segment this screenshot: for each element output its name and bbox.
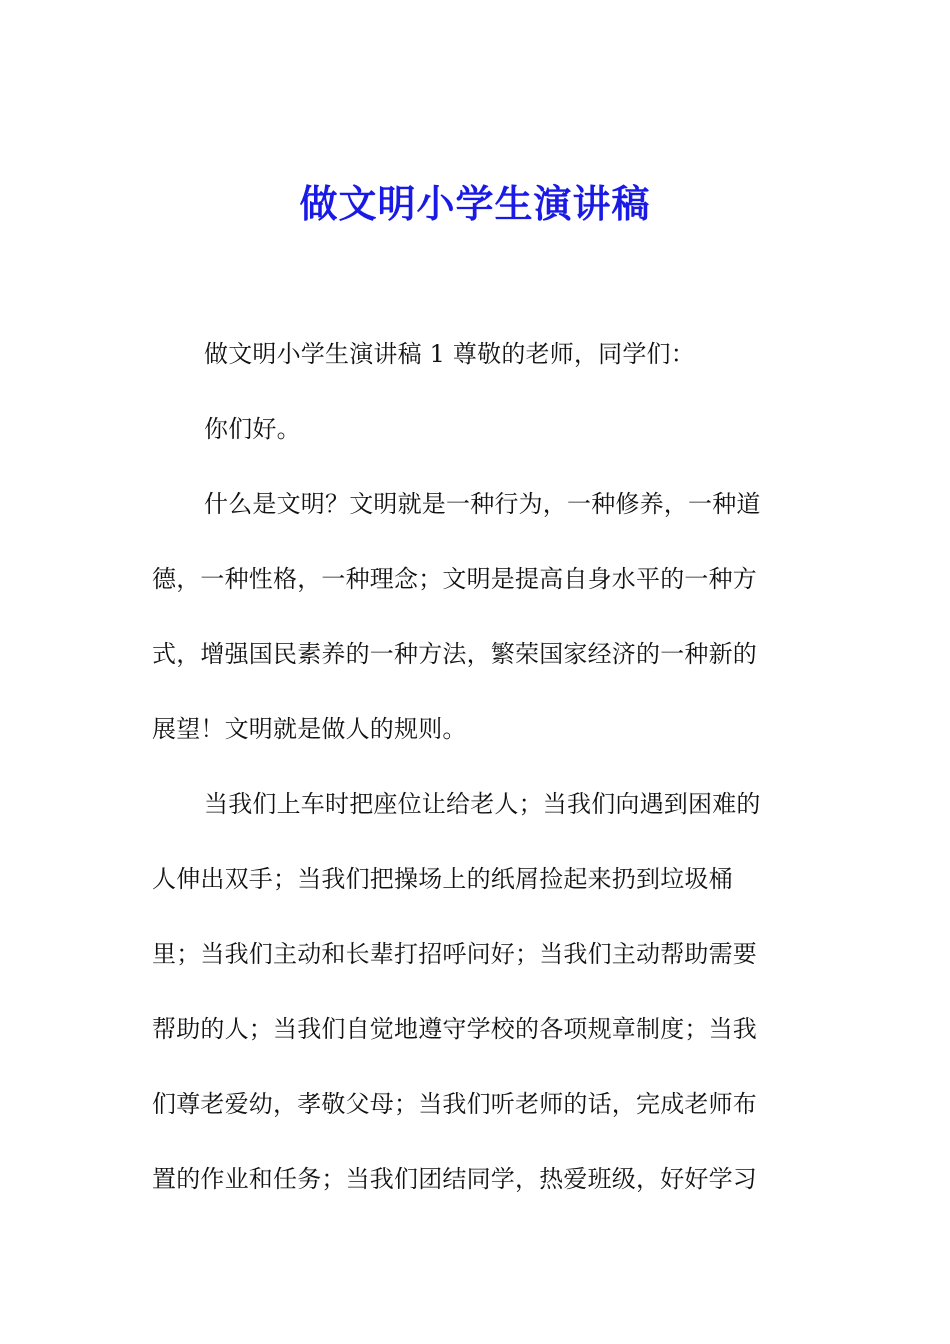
- paragraph-line: 帮助的人；当我们自觉地遵守学校的各项规章制度；当我: [152, 1015, 757, 1043]
- paragraph-line: 人伸出双手；当我们把操场上的纸屑捡起来扔到垃圾桶: [152, 865, 733, 893]
- paragraph-line: 当我们上车时把座位让给老人；当我们向遇到困难的: [204, 790, 761, 818]
- paragraph-line: 里；当我们主动和长辈打招呼问好；当我们主动帮助需要: [152, 940, 757, 968]
- paragraph-line: 做文明小学生演讲稿 1 尊敬的老师，同学们：: [204, 340, 695, 368]
- paragraph-line: 们尊老爱幼，孝敬父母；当我们听老师的话，完成老师布: [152, 1090, 757, 1118]
- document-title: 做文明小学生演讲稿: [299, 181, 651, 226]
- paragraph-line: 置的作业和任务；当我们团结同学，热爱班级，好好学习: [152, 1165, 757, 1193]
- paragraph-line: 什么是文明？文明就是一种行为，一种修养，一种道: [204, 490, 761, 518]
- paragraph-line: 德，一种性格，一种理念；文明是提高自身水平的一种方: [152, 565, 757, 593]
- paragraph-line: 式，增强国民素养的一种方法，繁荣国家经济的一种新的: [152, 640, 757, 668]
- paragraph-line: 展望！文明就是做人的规则。: [152, 715, 467, 743]
- paragraph-line: 你们好。: [204, 415, 301, 443]
- document-body: [152, 329, 802, 1229]
